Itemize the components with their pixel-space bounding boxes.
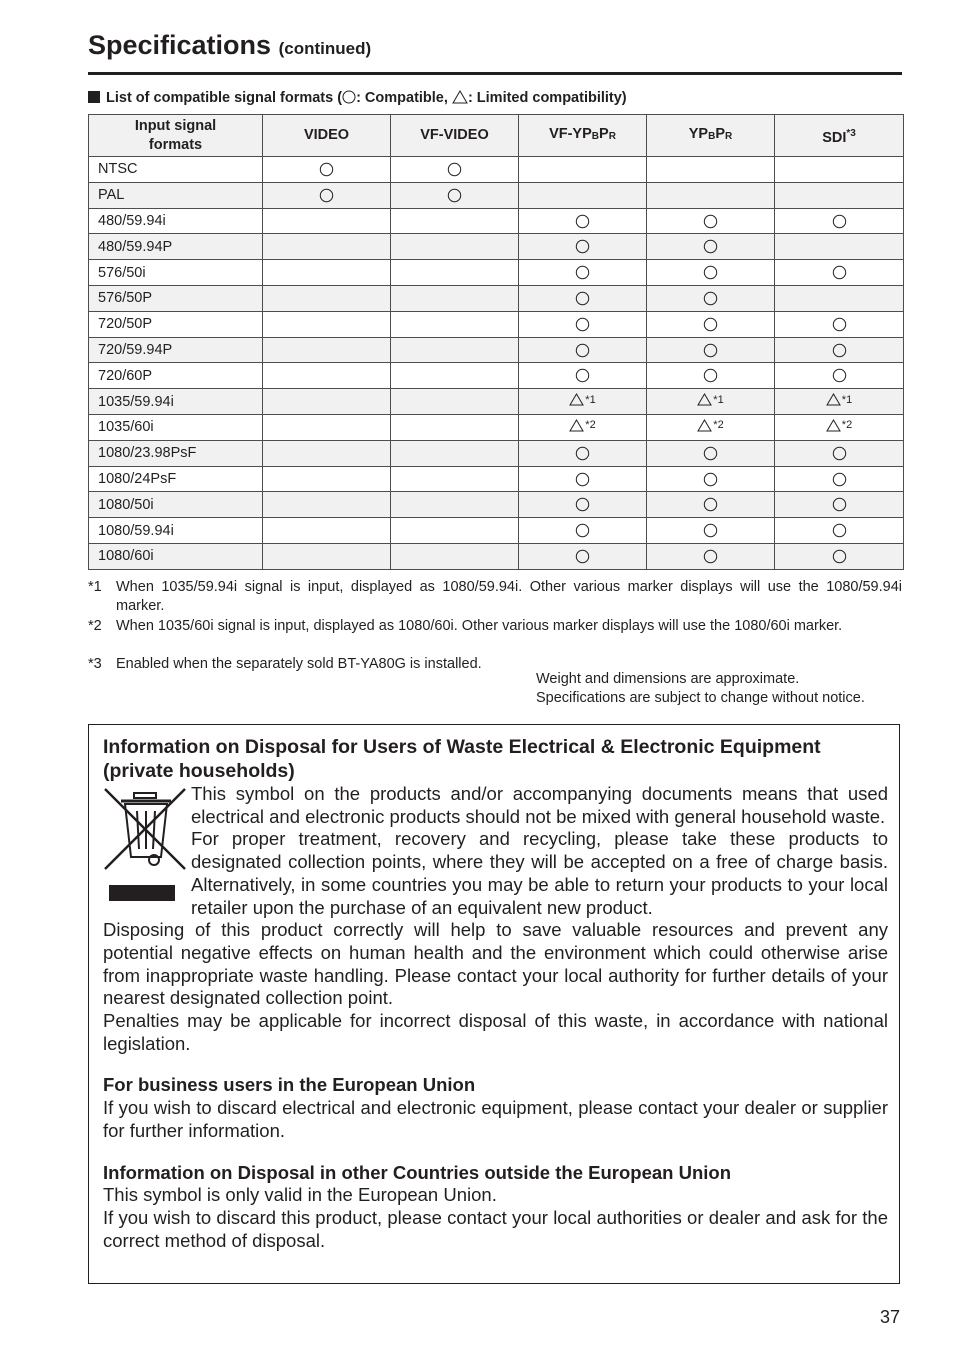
compatible-circle-icon — [447, 188, 462, 203]
signal-format-cell: 1080/24PsF — [89, 466, 263, 492]
footnote-ref: *1 — [713, 393, 724, 406]
signal-format-cell: 1080/59.94i — [89, 518, 263, 544]
footnote-ref: *2 — [841, 419, 853, 432]
signal-format-cell: 576/50i — [89, 260, 263, 286]
compatible-circle-icon — [575, 472, 590, 487]
compatibility-cell — [647, 157, 775, 183]
limited-triangle-icon — [826, 419, 841, 432]
other-countries-text-1: This symbol is only valid in the European Union. — [103, 1184, 497, 1206]
table-header-row — [89, 115, 904, 157]
table-row — [89, 363, 904, 389]
compatibility-cell — [263, 182, 391, 208]
footnote-mark: *3 — [88, 656, 102, 672]
compatibility-cell — [263, 492, 391, 518]
table-caption — [88, 90, 627, 106]
table-row — [89, 543, 904, 569]
compatibility-cell — [647, 440, 775, 466]
compatibility-cell — [519, 363, 647, 389]
compatibility-cell — [263, 414, 391, 440]
compatibility-cell — [775, 363, 904, 389]
disposal-para-2: For proper treatment, recovery and recycling, please take these products to designated collection points, where they will be accepted on a free of charge basis. Alternatively, in some countries you may be able to return your products to your local retailer upon the purchase of an equivalent new product. — [191, 828, 888, 918]
caption-limited: : Limited compatibility) — [467, 90, 627, 106]
table-row — [89, 157, 904, 183]
compatible-circle-icon — [832, 368, 847, 383]
signal-format-table — [88, 114, 904, 570]
compatibility-cell — [391, 337, 519, 363]
compatibility-cell — [263, 518, 391, 544]
compatible-circle-icon — [575, 317, 590, 332]
limited-triangle-icon — [569, 393, 584, 406]
disposal-title: Information on Disposal for Users of Waste Electrical & Electronic Equipment (private households) — [103, 736, 821, 782]
limited-triangle-icon — [826, 393, 841, 406]
disposal-para-3: Disposing of this product correctly will help to save valuable resources and prevent any potential negative effects on human health and the environment which could otherwise arise from inappropriate waste handling. Please contact your local authority for further details of your nearest designated collection point. — [103, 919, 888, 1009]
compatible-circle-icon — [319, 162, 334, 177]
compatibility-cell — [263, 260, 391, 286]
title-text: Specifications — [88, 30, 272, 60]
compatibility-cell — [263, 311, 391, 337]
compatibility-cell — [519, 414, 647, 440]
header-video: VIDEO — [263, 115, 391, 157]
table-row — [89, 285, 904, 311]
compatible-circle-icon — [832, 317, 847, 332]
footnote-1 — [88, 578, 902, 616]
compatibility-cell — [775, 492, 904, 518]
compatible-circle-icon — [703, 317, 718, 332]
compatibility-cell — [519, 311, 647, 337]
footnote-mark: *1 — [88, 579, 102, 595]
compatibility-cell — [647, 337, 775, 363]
compatibility-cell — [519, 182, 647, 208]
compatible-circle-icon — [832, 214, 847, 229]
signal-format-cell: 720/50P — [89, 311, 263, 337]
compatible-circle-icon — [319, 188, 334, 203]
compatible-circle-icon — [575, 291, 590, 306]
table-row — [89, 466, 904, 492]
header-vf-ypbpr: $VF-YP_BP_R$ — [519, 115, 647, 157]
compatibility-cell — [263, 466, 391, 492]
compatible-circle-icon — [703, 343, 718, 358]
compatibility-cell — [391, 182, 519, 208]
compatibility-cell — [519, 337, 647, 363]
signal-format-cell: NTSC — [89, 157, 263, 183]
table-row — [89, 518, 904, 544]
signal-format-cell: 576/50P — [89, 285, 263, 311]
table-row — [89, 440, 904, 466]
compatibility-cell — [263, 234, 391, 260]
circle-icon — [342, 90, 356, 104]
compatible-circle-icon — [703, 265, 718, 280]
compatibility-cell — [263, 285, 391, 311]
compatibility-cell — [775, 260, 904, 286]
compatibility-cell — [647, 414, 775, 440]
footnote-text: Enabled when the separately sold BT-YA80G is installed. — [116, 656, 482, 672]
compatibility-cell — [775, 234, 904, 260]
compatibility-cell — [647, 285, 775, 311]
compatibility-cell — [263, 337, 391, 363]
compatible-circle-icon — [832, 446, 847, 461]
signal-format-cell: 1080/23.98PsF — [89, 440, 263, 466]
compatible-circle-icon — [832, 497, 847, 512]
compatible-circle-icon — [575, 523, 590, 538]
limited-triangle-icon — [697, 419, 712, 432]
table-row — [89, 389, 904, 415]
header-input-signal: Input signal formats — [89, 115, 263, 157]
table-row — [89, 492, 904, 518]
compatibility-cell — [775, 543, 904, 569]
compatibility-cell — [775, 157, 904, 183]
other-countries-heading: Information on Disposal in other Countries outside the European Union — [103, 1161, 731, 1183]
compatible-circle-icon — [832, 472, 847, 487]
compatibility-cell — [647, 182, 775, 208]
signal-format-cell: 1035/59.94i — [89, 389, 263, 415]
compatibility-cell — [775, 182, 904, 208]
compatibility-cell — [519, 208, 647, 234]
disposal-para-1: This symbol on the products and/or accompanying documents means that used electrical and electronic products should not be mixed with general household waste. — [191, 783, 888, 827]
disposal-para-4: Penalties may be applicable for incorrect disposal of this waste, in accordance with national legislation. — [103, 1010, 888, 1054]
compatibility-cell — [775, 518, 904, 544]
compatible-circle-icon — [703, 549, 718, 564]
compatibility-cell — [263, 363, 391, 389]
compatible-circle-icon — [703, 368, 718, 383]
compatibility-cell — [647, 518, 775, 544]
compatibility-cell — [519, 157, 647, 183]
compatibility-cell — [647, 466, 775, 492]
compatibility-cell — [391, 518, 519, 544]
compatible-circle-icon — [832, 549, 847, 564]
table-row — [89, 208, 904, 234]
compatibility-cell — [775, 208, 904, 234]
business-users-text: If you wish to discard electrical and electronic equipment, please contact your dealer or supplier for further information. — [103, 1097, 888, 1141]
compatible-circle-icon — [832, 523, 847, 538]
compatibility-cell — [263, 389, 391, 415]
signal-format-cell: 720/60P — [89, 363, 263, 389]
footnote-ref: *2 — [713, 419, 724, 432]
spec-notes — [536, 670, 865, 708]
compatibility-cell — [391, 389, 519, 415]
compatibility-cell — [647, 208, 775, 234]
compatibility-cell — [775, 285, 904, 311]
compatible-circle-icon — [575, 239, 590, 254]
signal-format-cell: PAL — [89, 182, 263, 208]
compatible-circle-icon — [703, 239, 718, 254]
compatibility-cell — [519, 440, 647, 466]
compatibility-cell — [391, 466, 519, 492]
compatibility-cell — [647, 311, 775, 337]
compatibility-cell — [263, 543, 391, 569]
compatibility-cell — [263, 157, 391, 183]
footnote-ref: *2 — [585, 419, 596, 432]
title-continued: (continued) — [278, 39, 372, 58]
compatible-circle-icon — [575, 265, 590, 280]
compatibility-cell — [647, 543, 775, 569]
table-row — [89, 234, 904, 260]
footnote-ref: *1 — [841, 393, 853, 406]
compatibility-cell — [775, 414, 904, 440]
compatible-circle-icon — [703, 446, 718, 461]
caption-prefix: List of compatible signal formats ( — [106, 90, 343, 106]
compatible-circle-icon — [575, 497, 590, 512]
square-bullet-icon — [88, 91, 100, 103]
compatible-circle-icon — [832, 265, 847, 280]
table-row — [89, 311, 904, 337]
footnote-mark: *2 — [88, 618, 102, 634]
compatibility-cell — [519, 285, 647, 311]
compatibility-cell — [775, 337, 904, 363]
limited-triangle-icon — [569, 419, 584, 432]
compatibility-cell — [519, 492, 647, 518]
compatible-circle-icon — [703, 497, 718, 512]
compatibility-cell — [519, 466, 647, 492]
compatibility-cell — [263, 208, 391, 234]
business-users-heading: For business users in the European Union — [103, 1074, 476, 1096]
compatible-circle-icon — [703, 291, 718, 306]
footnote-2 — [88, 617, 902, 636]
compatible-circle-icon — [575, 446, 590, 461]
title-rule — [88, 72, 902, 75]
footnote-ref: *1 — [585, 393, 596, 406]
compatibility-cell — [647, 389, 775, 415]
compatibility-cell — [519, 543, 647, 569]
limited-triangle-icon — [697, 393, 712, 406]
crossed-out-wheelie-bin-icon — [101, 785, 191, 903]
compatibility-cell — [391, 157, 519, 183]
page-title — [88, 30, 371, 61]
header-vf-video: VF-VIDEO — [391, 115, 519, 157]
footnote-text: When 1035/59.94i signal is input, displayed as 1080/59.94i. Other various marker displays will use the 1080/59.94i marker. — [116, 579, 902, 614]
compatible-circle-icon — [447, 162, 462, 177]
compatibility-cell — [775, 389, 904, 415]
signal-format-cell: 720/59.94P — [89, 337, 263, 363]
change-note: Specifications are subject to change without notice. — [536, 690, 865, 706]
compatible-circle-icon — [703, 472, 718, 487]
signal-format-cell: 480/59.94i — [89, 208, 263, 234]
compatibility-cell — [391, 414, 519, 440]
table-row — [89, 414, 904, 440]
compatibility-cell — [519, 518, 647, 544]
compatibility-cell — [647, 260, 775, 286]
compatible-circle-icon — [703, 214, 718, 229]
other-countries-text-2: If you wish to discard this product, please contact your local authorities or dealer and ask for the correct method of disposal. — [103, 1206, 888, 1251]
compatibility-cell — [391, 543, 519, 569]
compatibility-cell — [391, 260, 519, 286]
triangle-icon — [452, 90, 468, 104]
compatibility-cell — [391, 285, 519, 311]
compatible-circle-icon — [575, 214, 590, 229]
compatibility-cell — [263, 440, 391, 466]
weight-note: Weight and dimensions are approximate. — [536, 671, 800, 687]
header-sdi: SDI$^{*3}$ — [775, 115, 904, 157]
compatibility-cell — [647, 492, 775, 518]
compatibility-cell — [391, 492, 519, 518]
compatibility-cell — [647, 234, 775, 260]
compatibility-cell — [391, 363, 519, 389]
compatibility-cell — [391, 440, 519, 466]
compatibility-cell — [647, 363, 775, 389]
header-ypbpr: $YP_BP_R$ — [647, 115, 775, 157]
compatibility-cell — [519, 260, 647, 286]
compatibility-cell — [391, 311, 519, 337]
compatibility-cell — [775, 440, 904, 466]
table-row — [89, 337, 904, 363]
compatible-circle-icon — [703, 523, 718, 538]
compatible-circle-icon — [575, 343, 590, 358]
compatible-circle-icon — [832, 343, 847, 358]
table-row — [89, 182, 904, 208]
disposal-info-box — [88, 724, 900, 1284]
signal-format-cell: 1080/60i — [89, 543, 263, 569]
signal-format-cell: 1035/60i — [89, 414, 263, 440]
compatible-circle-icon — [575, 368, 590, 383]
compatibility-cell — [775, 466, 904, 492]
compatibility-cell — [775, 311, 904, 337]
signal-format-cell: 480/59.94P — [89, 234, 263, 260]
compatible-circle-icon — [575, 549, 590, 564]
footnote-3 — [88, 655, 528, 674]
footnote-text: When 1035/60i signal is input, displayed as 1080/60i. Other various marker displays will use the 1080/60i marker. — [116, 618, 843, 634]
compatibility-cell — [519, 234, 647, 260]
signal-format-cell: 1080/50i — [89, 492, 263, 518]
compatibility-cell — [391, 208, 519, 234]
compatibility-cell — [519, 389, 647, 415]
caption-compatible: : Compatible, — [356, 90, 452, 106]
table-row — [89, 260, 904, 286]
compatibility-cell — [391, 234, 519, 260]
page-number: 37 — [880, 1307, 901, 1327]
